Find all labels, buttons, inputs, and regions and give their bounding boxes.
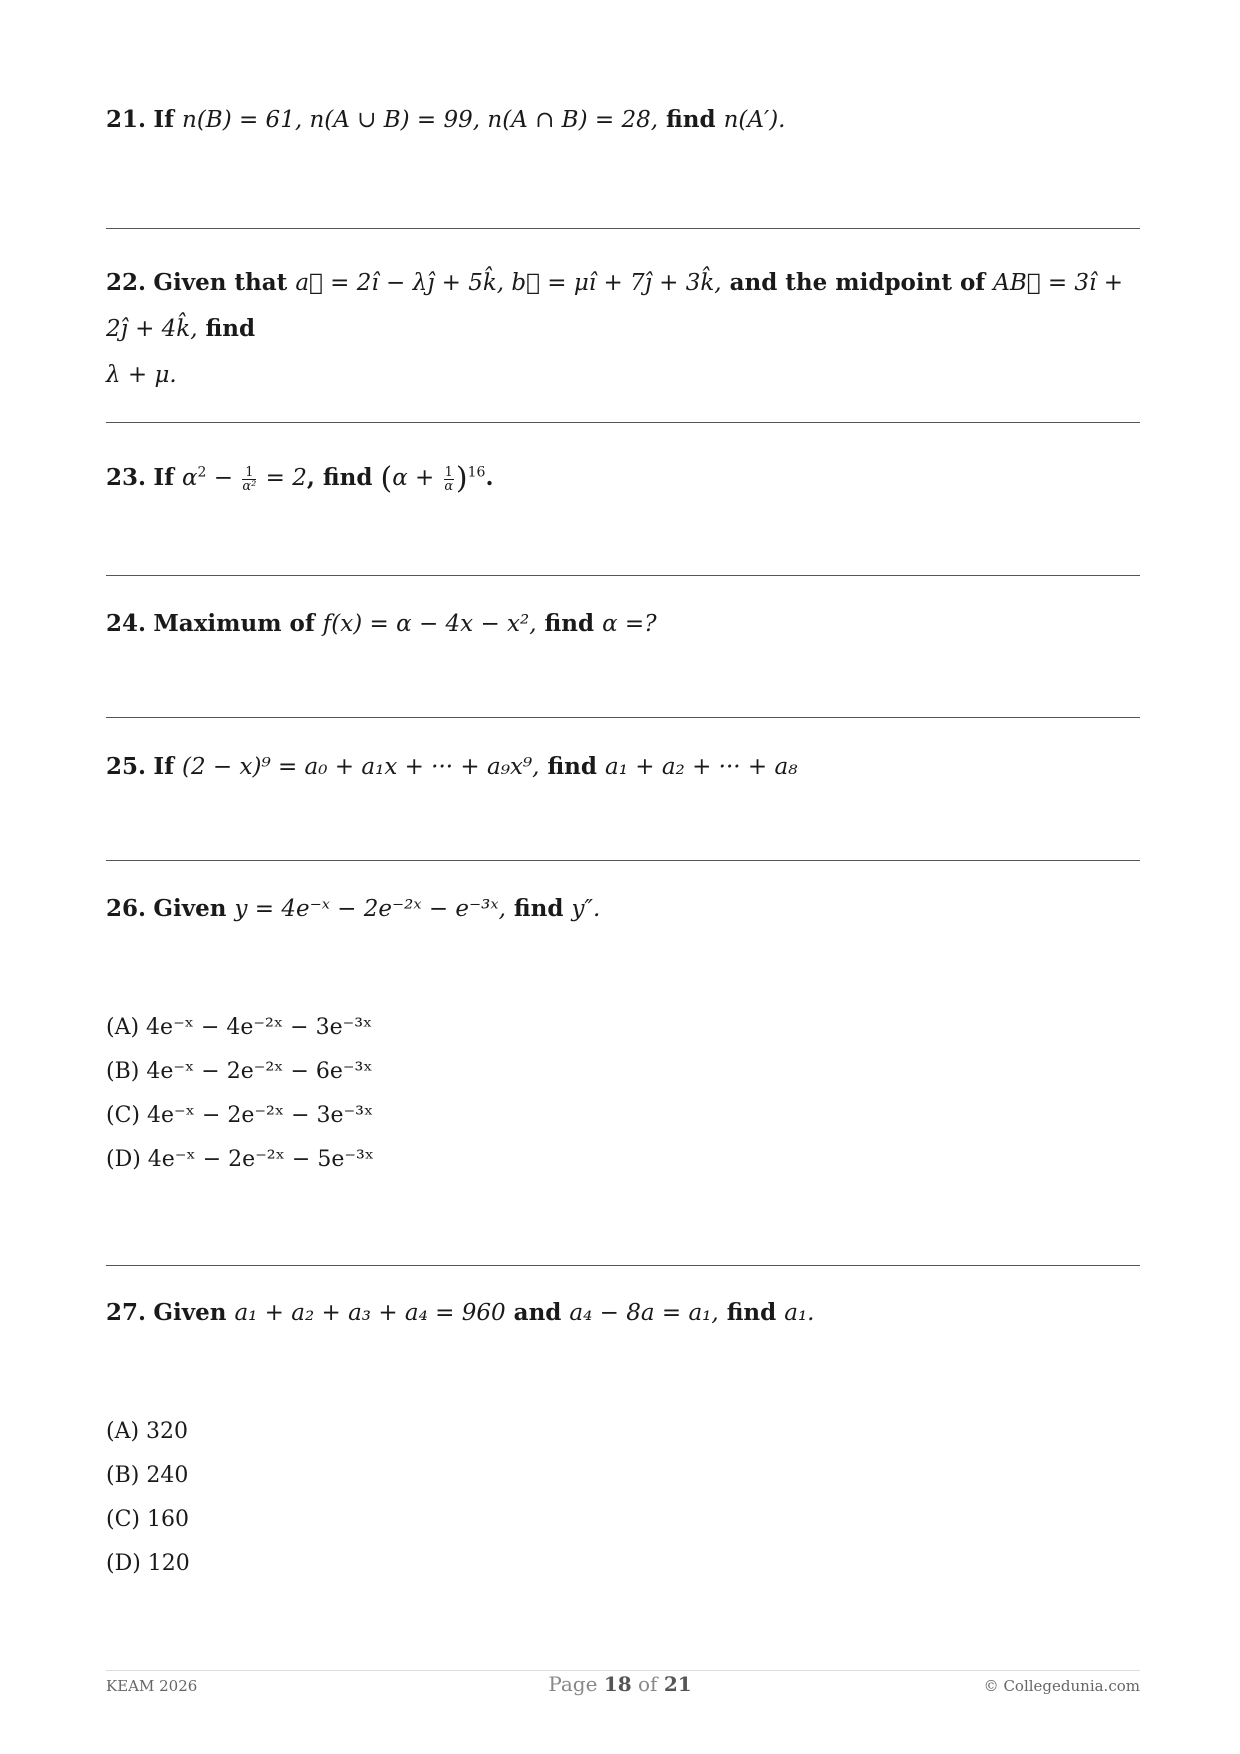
option-a[interactable]: (A) 320 <box>106 1419 189 1444</box>
option-c[interactable]: (C) 4e⁻ˣ − 2e⁻²ˣ − 3e⁻³ˣ <box>106 1103 374 1128</box>
question-25: 25. If (2 − x)⁹ = a₀ + a₁x + ··· + a₉x⁹, find a₁ + a₂ + ··· + a₈ <box>106 753 798 780</box>
page-number: Page 18 of 21 <box>548 1672 692 1696</box>
option-c[interactable]: (C) 160 <box>106 1507 189 1532</box>
question-27: 27. Given a₁ + a₂ + a₃ + a₄ = 960 and a₄ − 8a = a₁, find a₁. <box>106 1299 815 1326</box>
question-number: 27. <box>106 1299 147 1326</box>
question-26: 26. Given y = 4e⁻ˣ − 2e⁻²ˣ − e⁻³ˣ, find y″. <box>106 895 601 922</box>
question-number: 22. <box>106 269 147 296</box>
question-number: 25. <box>106 753 147 780</box>
question-23: 23. If $\alpha^2$ − $\frac{1}{\text{α²}}$ = 2, find (α + $\frac{1}{\alpha}$ )$^{16}$. <box>106 461 494 496</box>
divider <box>106 575 1140 576</box>
question-number: 24. <box>106 610 147 637</box>
footer-divider <box>106 1670 1140 1671</box>
divider <box>106 228 1140 229</box>
option-d[interactable]: (D) 4e⁻ˣ − 2e⁻²ˣ − 5e⁻³ˣ <box>106 1147 375 1172</box>
question-21: 21. If n(B) = 61, n(A ∪ B) = 99, n(A ∩ B) = 28, find n(A′). <box>106 106 786 133</box>
question-number: 23. <box>106 464 147 491</box>
question-24: 24. Maximum of f(x) = α − 4x − x², find α =? <box>106 610 657 637</box>
options-list <box>106 1410 190 1586</box>
question-22: 22. Given that a⃗ = 2î − λĵ + 5k̂, b⃗ = μî + 7ĵ + 3k̂, and the midpoint of AB⃗ = 3î + 2ĵ + 4k̂, find λ + μ. <box>106 269 1123 388</box>
option-a[interactable]: (A) 4e⁻ˣ − 4e⁻²ˣ − 3e⁻³ˣ <box>106 1015 373 1040</box>
fraction: $\frac{1}{\text{α²}}$ <box>242 464 257 494</box>
divider <box>106 860 1140 861</box>
fraction: $\frac{1}{\alpha}$ <box>444 464 454 494</box>
question-number: 21. <box>106 106 147 133</box>
divider <box>106 1265 1140 1266</box>
divider <box>106 717 1140 718</box>
footer-exam-name: KEAM 2026 <box>106 1677 198 1695</box>
options-list <box>106 1006 374 1182</box>
option-b[interactable]: (B) 240 <box>106 1463 189 1488</box>
option-d[interactable]: (D) 120 <box>106 1551 190 1576</box>
question-number: 26. <box>106 895 147 922</box>
footer-copyright: © Collegedunia.com <box>983 1677 1140 1695</box>
divider <box>106 422 1140 423</box>
option-b[interactable]: (B) 4e⁻ˣ − 2e⁻²ˣ − 6e⁻³ˣ <box>106 1059 373 1084</box>
